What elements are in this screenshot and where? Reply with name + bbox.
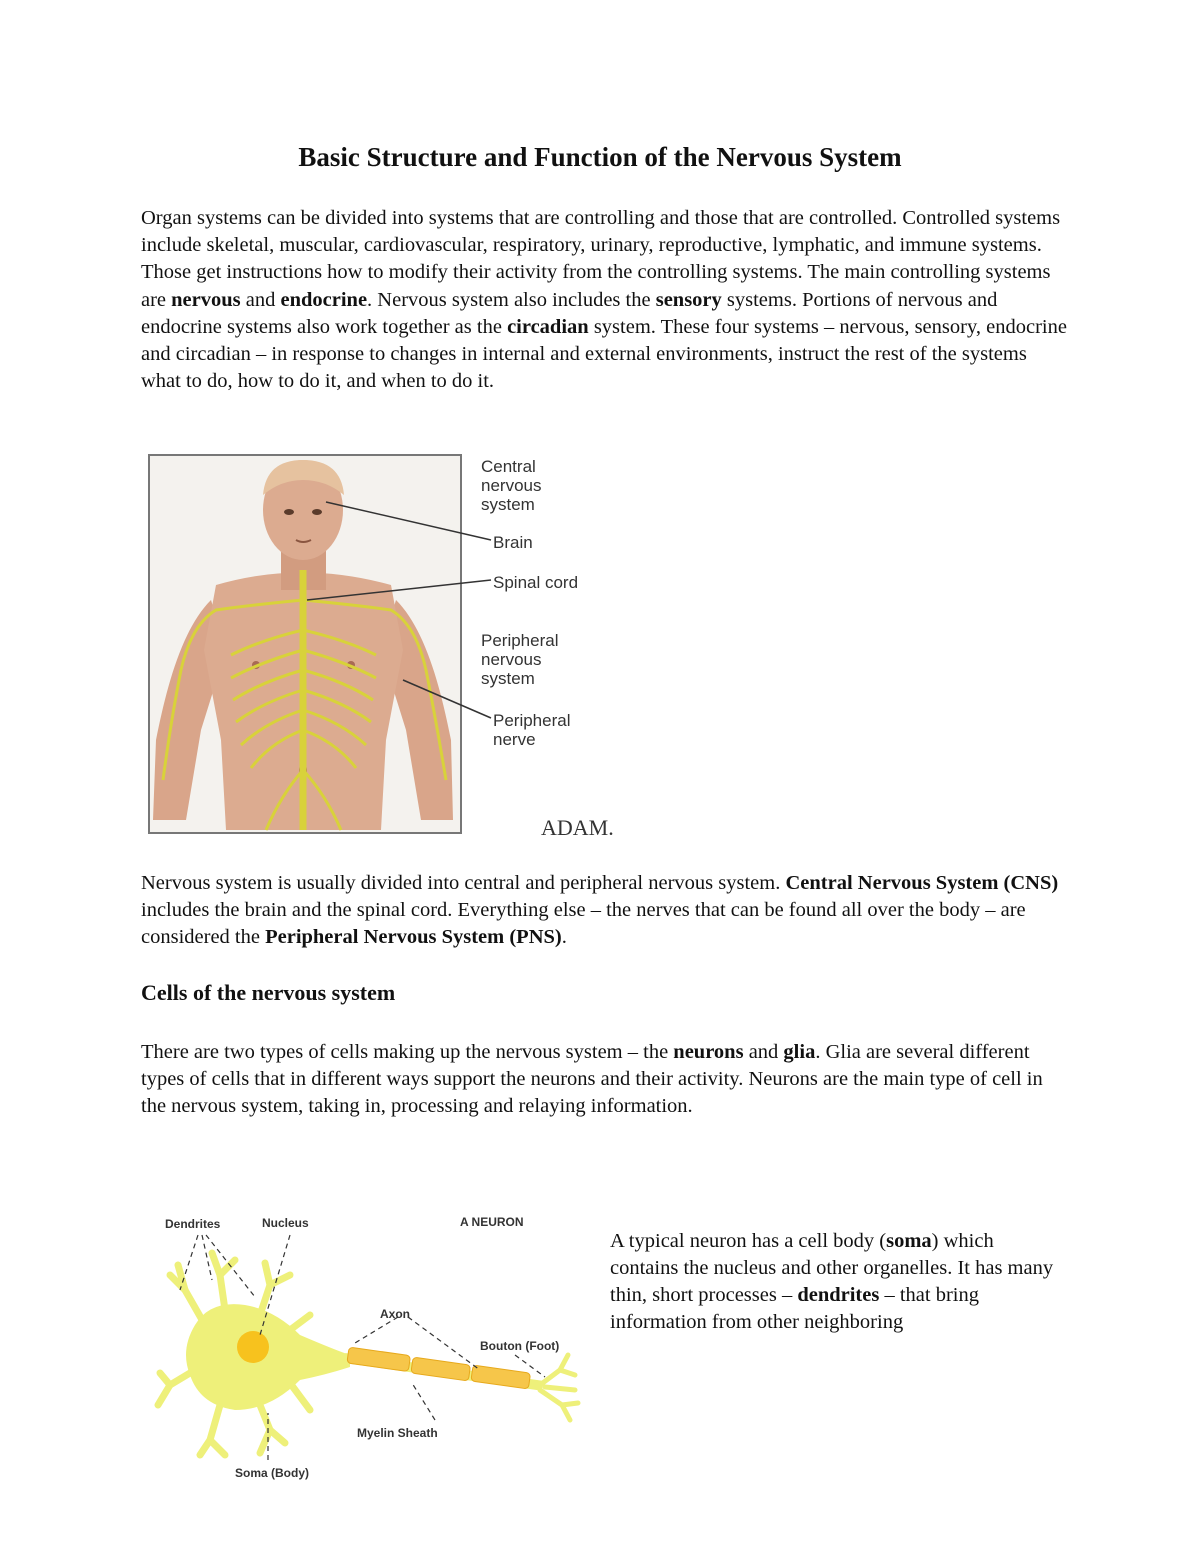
neuron-figure	[150, 1205, 590, 1485]
page-title: Basic Structure and Function of the Nervous System	[298, 142, 902, 172]
section-heading-cells: Cells of the nervous system	[141, 980, 396, 1005]
label-peripheral-nerve: Peripheral nerve	[493, 711, 571, 749]
neuron-description-paragraph: A typical neuron has a cell body (soma) which contains the nucleus and other organelles. It has many thin, short processes – dendrites – that bring information from other neighboring	[610, 1230, 1054, 1333]
intro-paragraph: Organ systems can be divided into systems that are controlling and those that are controlled. Controlled systems include skeletal, muscular, cardiovascular, respiratory, urinary, reproductive, lymphatic, and immune systems. Those get instructions how to modify their activity from the controlling systems. The main controlling systems are nervous and endocrine. Nervous system also includes the sensory systems. Portions of nervous and endocrine systems also work together as the circadian system. These four systems – nervous, sensory, endocrine and circadian – in response to changes in internal and external environments, instruct the rest of the systems what to do, how to do it, and when to do it.	[141, 207, 1067, 393]
label-dendrites: Dendrites	[165, 1217, 221, 1231]
adam-logo-text: ADAM.	[541, 815, 614, 840]
label-a-neuron: A NEURON	[460, 1215, 524, 1229]
label-soma: Soma (Body)	[235, 1466, 310, 1480]
nervous-system-figure	[141, 450, 661, 840]
nucleus-shape	[237, 1331, 269, 1363]
cells-paragraph: There are two types of cells making up the nervous system – the neurons and glia. Glia are several different types of cells that in different ways support the neurons and their activity. Neurons are the main type of cell in the nervous system, taking in, processing and relaying information.	[141, 1041, 1043, 1118]
label-myelin-sheath: Myelin Sheath	[357, 1426, 438, 1440]
label-spinal-cord: Spinal cord	[493, 573, 579, 592]
label-brain: Brain	[493, 533, 533, 552]
label-nucleus: Nucleus	[262, 1216, 309, 1230]
label-axon: Axon	[380, 1307, 410, 1321]
label-bouton: Bouton (Foot)	[480, 1339, 560, 1353]
myelin-sheath-segments	[347, 1347, 531, 1389]
adam-logo	[541, 815, 614, 840]
label-peripheral-nervous-system: Peripheral nervous system	[481, 631, 559, 688]
cns-pns-paragraph: Nervous system is usually divided into central and peripheral nervous system. Central Nervous System (CNS) includes the brain and the spinal cord. Everything else – the nerves that can be found all over the body – are considered the Peripheral Nervous System (PNS).	[141, 872, 1059, 949]
label-central-nervous-system: Central nervous system	[481, 457, 542, 514]
